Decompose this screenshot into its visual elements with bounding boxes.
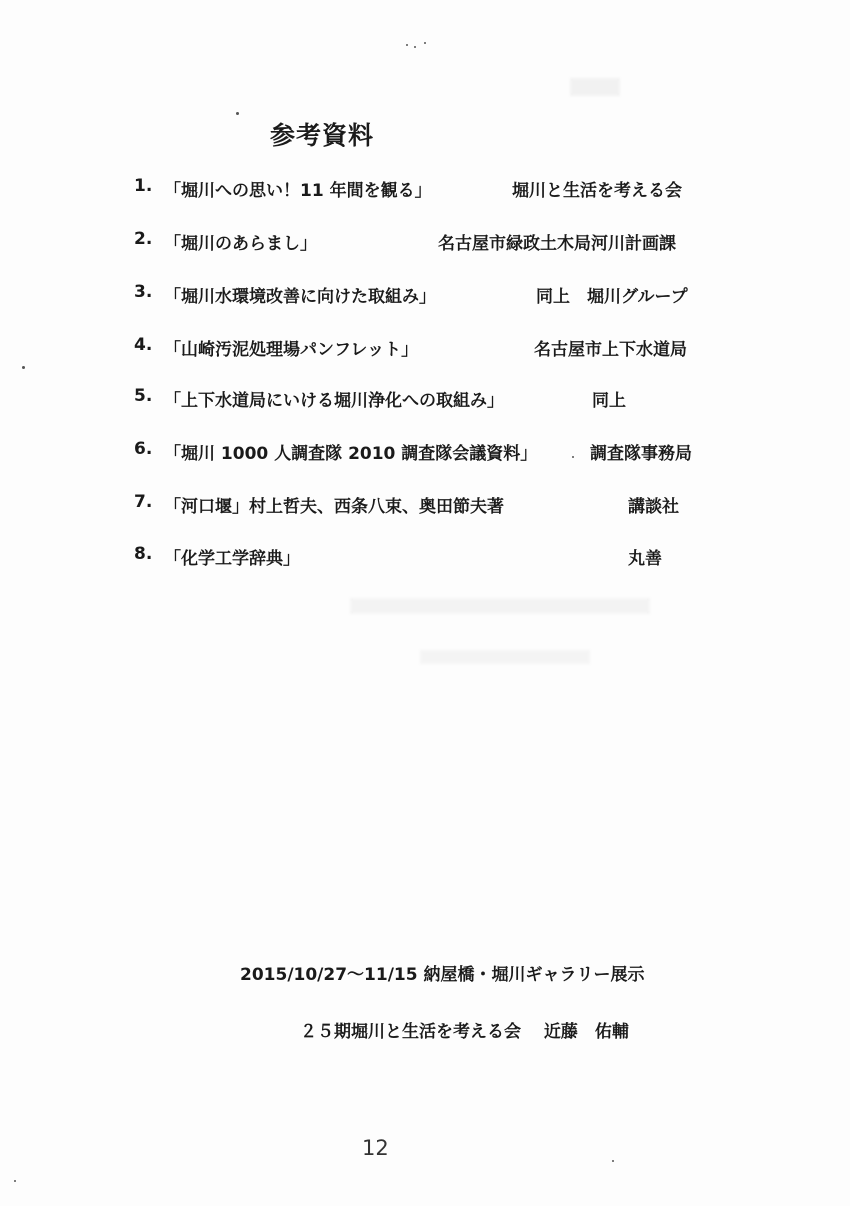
reference-source: 講談社 <box>628 497 679 517</box>
scan-speck <box>14 1180 16 1182</box>
scan-speck <box>424 42 426 44</box>
bleed-through-mark <box>420 650 590 664</box>
scan-speck <box>612 1160 614 1162</box>
reference-title: 「堀川 1000 人調査隊 2010 調査隊会議資料」 <box>164 444 538 464</box>
reference-number: 5. <box>134 386 153 406</box>
reference-title: 「河口堰」村上哲夫、西条八束、奥田節夫著 <box>164 497 504 517</box>
reference-item <box>0 229 850 259</box>
reference-number: 7. <box>134 492 153 512</box>
scan-speck <box>406 44 408 46</box>
reference-number: 8. <box>134 544 153 564</box>
scan-speck <box>22 366 25 369</box>
page-number: 12 <box>362 1136 389 1160</box>
reference-item <box>0 386 850 416</box>
reference-item <box>0 176 850 206</box>
reference-item <box>0 544 850 574</box>
references-heading: 参考資料 <box>270 121 375 150</box>
reference-item <box>0 439 850 469</box>
author-line: ２５期堀川と生活を考える会 近藤 佑輔 <box>300 1022 629 1042</box>
reference-number: 6. <box>134 439 153 459</box>
reference-title: 「山崎汚泥処理場パンフレット」 <box>164 340 419 360</box>
reference-number: 3. <box>134 282 153 302</box>
bleed-through-mark <box>350 598 650 614</box>
reference-title: 「堀川水環境改善に向けた取組み」 <box>164 287 436 307</box>
reference-item <box>0 492 850 522</box>
reference-source: 同上 <box>592 391 626 411</box>
exhibition-line: 2015/10/27～11/15 納屋橋・堀川ギャラリー展示 <box>240 965 645 985</box>
reference-item <box>0 282 850 312</box>
reference-title: 「堀川のあらまし」 <box>164 234 317 254</box>
reference-source: 同上 堀川グループ <box>536 287 688 307</box>
reference-title: 「堀川への思い！11 年間を観る」 <box>164 181 432 201</box>
reference-source: 名古屋市緑政土木局河川計画課 <box>438 234 676 254</box>
scan-speck <box>414 46 416 48</box>
scan-speck <box>236 112 239 115</box>
reference-item <box>0 335 850 365</box>
bleed-through-mark <box>570 78 620 96</box>
reference-source: 堀川と生活を考える会 <box>512 181 682 201</box>
reference-source: 調査隊事務局 <box>590 444 692 464</box>
reference-number: 1. <box>134 176 153 196</box>
reference-title: 「上下水道局にいける堀川浄化への取組み」 <box>164 391 504 411</box>
reference-title: 「化学工学辞典」 <box>164 549 300 569</box>
reference-number: 4. <box>134 335 153 355</box>
reference-source: 名古屋市上下水道局 <box>534 340 687 360</box>
reference-source: 丸善 <box>628 549 662 569</box>
reference-number: 2. <box>134 229 153 249</box>
